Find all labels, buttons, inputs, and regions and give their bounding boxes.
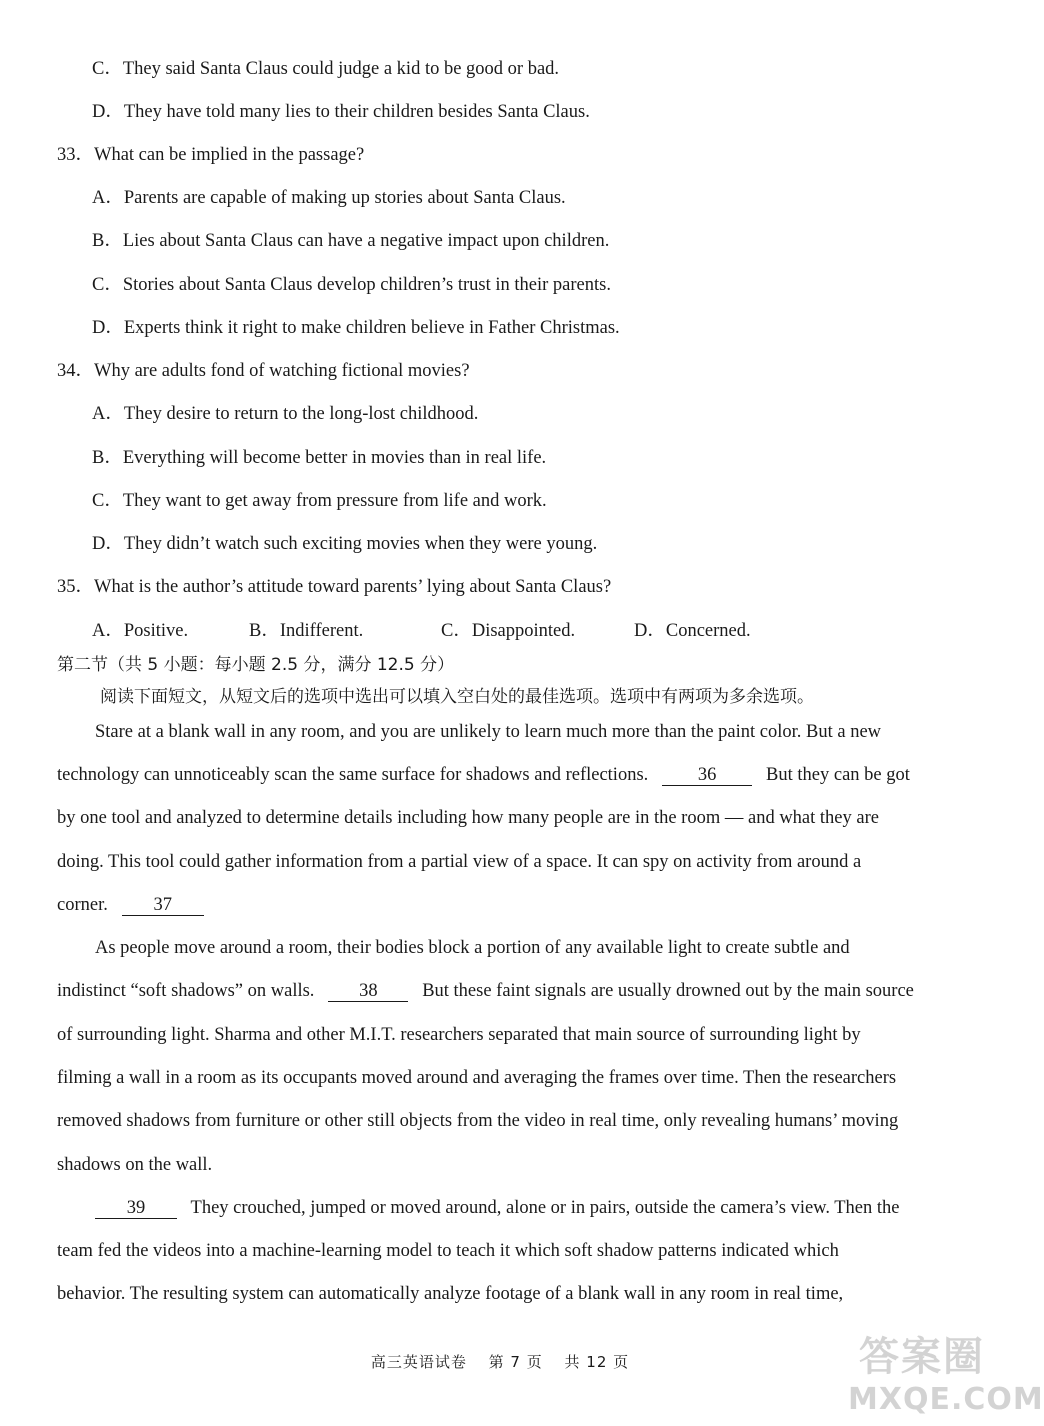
q34-option-c: C．They want to get away from pressure from life and work.	[92, 491, 547, 511]
section-instruction: 阅读下面短文，从短文后的选项中选出可以填入空白处的最佳选项。选项中有两项为多余选项。	[100, 687, 814, 707]
passage-p3-line1	[95, 1196, 900, 1220]
q32-option-c: C．They said Santa Claus could judge a kid to be good or bad.	[92, 59, 560, 79]
q33-option-a: A．Parents are capable of making up stories about Santa Claus.	[92, 188, 566, 208]
q33-option-c: C．Stories about Santa Claus develop children’s trust in their parents.	[92, 275, 611, 295]
passage-text: But they can be got	[766, 765, 910, 785]
passage-p2-line4: filming a wall in a room as its occupants moved around and averaging the frames over time. Then the researchers	[57, 1068, 897, 1088]
q35-option-a: A．Positive.	[92, 621, 189, 641]
blank-38[interactable]: 38	[328, 981, 408, 1002]
blank-36[interactable]: 36	[662, 765, 752, 786]
watermark-logo	[848, 1334, 1044, 1422]
q33-stem: 33．What can be implied in the passage?	[57, 145, 365, 165]
q34-option-b: B．Everything will become better in movies than in real life.	[92, 448, 547, 468]
passage-p2-line1: As people move around a room, their bodies block a portion of any available light to create subtle and	[95, 938, 850, 958]
watermark-bottom: MXQE.COM	[848, 1382, 1044, 1417]
passage-p1-line5	[57, 893, 204, 917]
passage-p3-line3: behavior. The resulting system can automatically analyze footage of a blank wall in any room in real time,	[57, 1284, 844, 1304]
passage-p2-line3: of surrounding light. Sharma and other M.I.T. researchers separated that main source of surrounding light by	[57, 1025, 861, 1045]
passage-text: They crouched, jumped or moved around, alone or in pairs, outside the camera’s view. Then the	[190, 1198, 900, 1218]
q32-option-d: D．They have told many lies to their children besides Santa Claus.	[92, 102, 590, 122]
passage-p3-line2: team fed the videos into a machine-learning model to teach it which soft shadow patterns indicated which	[57, 1241, 839, 1261]
watermark-top: 答案圈	[859, 1334, 985, 1380]
passage-p2-line5: removed shadows from furniture or other still objects from the video in real time, only revealing humans’ moving	[57, 1111, 899, 1131]
passage-p2-line6: shadows on the wall.	[57, 1155, 213, 1175]
blank-39[interactable]: 39	[95, 1198, 177, 1219]
passage-text: indistinct “soft shadows” on walls.	[57, 981, 315, 1001]
passage-p1-line3: by one tool and analyzed to determine details including how many people are in the room — and what they are	[57, 808, 879, 828]
passage-p1-line4: doing. This tool could gather information from a partial view of a space. It can spy on activity from around a	[57, 852, 862, 872]
q34-option-d: D．They didn’t watch such exciting movies when they were young.	[92, 534, 598, 554]
q35-option-b: B．Indifferent.	[249, 621, 364, 641]
passage-text: But these faint signals are usually drowned out by the main source	[422, 981, 914, 1001]
footer-total: 共 12 页	[564, 1353, 630, 1371]
passage-p2-line2	[57, 979, 914, 1003]
passage-p1-line2	[57, 763, 910, 787]
footer-title: 高三英语试卷	[370, 1353, 467, 1371]
passage-text: technology can unnoticeably scan the same surface for shadows and reflections.	[57, 765, 649, 785]
q34-stem: 34．Why are adults fond of watching fictional movies?	[57, 361, 470, 381]
section-heading: 第二节（共 5 小题：每小题 2.5 分，满分 12.5 分）	[57, 655, 455, 675]
q33-option-b: B．Lies about Santa Claus can have a negative impact upon children.	[92, 231, 610, 251]
blank-37[interactable]: 37	[122, 895, 204, 916]
passage-p1-line1: Stare at a blank wall in any room, and you are unlikely to learn much more than the paint color. But a new	[95, 722, 882, 742]
q35-option-c: C．Disappointed.	[441, 621, 576, 641]
passage-text: corner.	[57, 895, 108, 915]
q33-option-d: D．Experts think it right to make children believe in Father Christmas.	[92, 318, 620, 338]
q35-option-d: D．Concerned.	[634, 621, 751, 641]
footer-page: 第 7 页	[488, 1353, 543, 1371]
q35-stem: 35．What is the author’s attitude toward parents’ lying about Santa Claus?	[57, 577, 612, 597]
q34-option-a: A．They desire to return to the long-lost childhood.	[92, 404, 479, 424]
